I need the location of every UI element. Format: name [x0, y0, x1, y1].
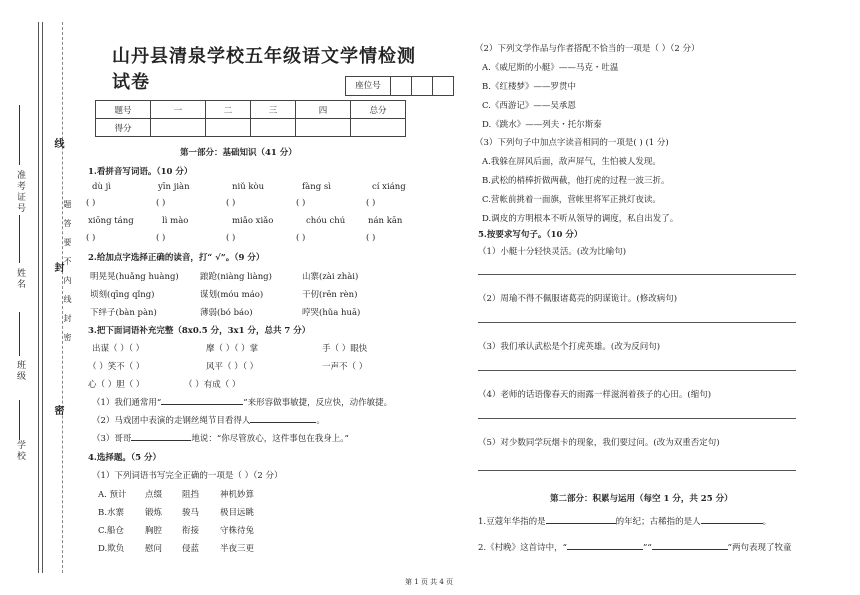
seal-mark: 封	[52, 262, 63, 274]
answer-bracket[interactable]: ( )	[226, 198, 236, 208]
exam-number-label: 准考证号	[15, 170, 25, 214]
q3-idiom[interactable]: 摩（ ）（ ）掌	[206, 344, 259, 354]
q1-title: 1.看拼音写词语。（10 分）	[88, 167, 193, 177]
part2-q1	[478, 515, 771, 527]
cut-line-mark: 线	[52, 138, 63, 150]
answer-bracket[interactable]: ( )	[86, 233, 96, 243]
binding-strip	[0, 0, 90, 595]
score-cell[interactable]	[251, 119, 296, 137]
q3-idiom[interactable]: 心（ ）胆（ ）	[88, 380, 145, 390]
part2-q2-text-mid: ”“	[642, 543, 652, 553]
q1-pinyin: dù jì	[92, 182, 111, 192]
part2-q1-text-mid: 的年纪；古稀指的是人	[615, 517, 701, 527]
q4-option-word: 慰问	[145, 544, 163, 554]
q5-answer-line-1[interactable]	[478, 274, 796, 275]
q4-3-option[interactable]: A.我躲在屏风后面，敌声屏气，生怕被人发现。	[482, 157, 661, 167]
score-table	[95, 100, 406, 137]
q4-3-option[interactable]: C.营帐前挑着一面旗，营帐里将军正挑灯夜读。	[482, 195, 661, 205]
score-cell[interactable]	[351, 119, 406, 137]
q1-pinyin: xiōng táng	[88, 216, 134, 226]
q5-answer-line-4[interactable]	[478, 418, 796, 419]
answer-bracket[interactable]: ( )	[156, 233, 166, 243]
q5-item: （4）老师的话语像春天的雨露一样滋润着孩子的心田。(缩句)	[478, 390, 712, 400]
score-cell[interactable]	[296, 119, 351, 137]
binding-line-inner	[42, 22, 43, 573]
q5-item: （1）小艇十分轻快灵活。(改为比喻句)	[478, 247, 627, 257]
q1-pinyin: lì mào	[162, 216, 189, 226]
seat-number-box	[345, 76, 454, 96]
q2-item[interactable]: 踉跄(niàng liàng)	[200, 272, 272, 282]
q4-option-word: 侵蓝	[182, 544, 200, 554]
q3-s3-text: （3）哥哥	[92, 434, 132, 444]
q4-option-word[interactable]: D.欺负	[98, 544, 125, 554]
q2-title: 2.给加点字选择正确的读音，打“ √”。（9 分）	[88, 253, 265, 263]
name-label: 姓名	[15, 268, 25, 290]
class-blank[interactable]	[19, 312, 20, 356]
answer-bracket[interactable]: ( )	[226, 233, 236, 243]
score-cell[interactable]	[206, 119, 251, 137]
score-cell[interactable]	[151, 119, 206, 137]
seat-cell-2[interactable]	[412, 77, 433, 95]
class-label: 班级	[15, 360, 25, 382]
score-header-cell: 四	[296, 101, 351, 119]
answer-bracket[interactable]: ( )	[156, 198, 166, 208]
q4-2-option[interactable]: D.《跳水》——列夫・托尔斯泰	[482, 120, 602, 130]
q2-item[interactable]: 哼哭(hǔa huā)	[302, 308, 361, 318]
q2-item[interactable]: 谋划(móu máo)	[200, 290, 264, 300]
score-header-cell: 题号	[96, 101, 151, 119]
q3-sentence-2	[92, 414, 325, 426]
q2-item[interactable]: 干仞(rēn rèn)	[302, 290, 358, 300]
q4-title: 4.选择题。（5 分）	[88, 453, 161, 463]
q2-item[interactable]: 下绊子(bàn pàn)	[90, 308, 157, 318]
q4-option-word: 锻炼	[145, 508, 163, 518]
q4-option-word[interactable]: C.船仓	[98, 526, 124, 536]
q3-s3-blank[interactable]	[131, 440, 191, 441]
q1-pinyin: chóu chú	[306, 216, 346, 226]
q3-s1-blank[interactable]	[161, 404, 243, 405]
q3-idiom[interactable]: （ ）有成（ ）	[184, 380, 241, 390]
q5-title: 5.按要求写句子。（10 分）	[478, 230, 583, 240]
q1-pinyin: fàng sì	[302, 182, 331, 192]
q5-answer-line-5[interactable]	[478, 470, 796, 471]
seat-label: 座位号	[346, 77, 391, 95]
part2-q2-text-end: ”两句表现了牧童	[727, 543, 792, 553]
part2-q2-blank-2[interactable]	[652, 549, 728, 550]
q4-3-option[interactable]: B.武松的梢棒折做两截，他打虎的过程一波三折。	[482, 176, 670, 186]
page-number: 第 1 页 共 4 页	[405, 578, 454, 586]
q3-s2-text: （2）马戏团中表演的走钢丝绳节目看得人	[92, 416, 251, 426]
q4-option-word: 半夜三更	[220, 544, 255, 554]
q4-option-word: 点缀	[145, 490, 163, 500]
q2-item[interactable]: 山寨(zài zhài)	[302, 272, 359, 282]
part2-q1-blank-1[interactable]	[546, 523, 616, 524]
q4-option-word: 骏马	[182, 508, 200, 518]
part2-q1-text-end: 。	[762, 517, 772, 527]
q3-idiom[interactable]: 手（ ）眼快	[322, 344, 368, 354]
q3-sentence-3	[92, 432, 349, 444]
seat-cell-3[interactable]	[433, 77, 453, 95]
q3-s2-blank[interactable]	[250, 422, 316, 423]
q4-option-word: 胸腔	[145, 526, 163, 536]
q4-2-option[interactable]: B.《红楼梦》——罗贯中	[482, 82, 576, 92]
part2-q2-blank-1[interactable]	[567, 549, 643, 550]
answer-bracket[interactable]: ( )	[296, 233, 306, 243]
q4-3-title: （3）下列句子中加点字读音相同的一项是( ) (1 分)	[475, 138, 669, 148]
q4-option-word: 阻挡	[182, 490, 200, 500]
part2-heading: 第二部分：积累与运用（每空 1 分，共 25 分）	[550, 494, 733, 504]
answer-bracket[interactable]: ( )	[366, 198, 376, 208]
binding-line-outer	[38, 22, 39, 573]
q5-item: （5）对少数同学玩烟卡的现象，我们要过问。(改为双重否定句)	[478, 438, 720, 448]
exam-title: 山丹县清泉学校五年级语文学情检测试卷	[112, 46, 416, 93]
q3-s1-text: （1）我们通常用“	[92, 398, 162, 408]
q3-sentence-1	[92, 396, 392, 408]
dense-mark: 密	[52, 405, 63, 417]
q4-3-option[interactable]: D.调皮的方明根本不听从领导的调度，私自出发了。	[482, 214, 679, 224]
answer-bracket[interactable]: ( )	[86, 198, 96, 208]
score-header-cell: 一	[151, 101, 206, 119]
q3-title: 3.把下面词语补充完整（8x0.5 分，3x1 分，总共 7 分）	[88, 326, 311, 336]
q2-item[interactable]: 明晃晃(huǎng huàng)	[90, 272, 179, 282]
q1-pinyin: niǔ kòu	[232, 182, 265, 192]
q1-pinyin: nán kān	[368, 216, 403, 226]
q3-s3-text-end: 地说：“你尽管放心，这件事包在我身上。”	[191, 434, 349, 444]
q4-option-word[interactable]: B.水寨	[98, 508, 124, 518]
q3-idiom[interactable]: 风平（ ）（ ）	[206, 362, 259, 372]
q3-idiom[interactable]: 出谋（ ）（ ）	[92, 344, 145, 354]
answer-bracket[interactable]: ( )	[296, 198, 306, 208]
q4-option-word[interactable]: A. 预计	[98, 490, 127, 500]
q5-answer-line-2[interactable]	[478, 322, 796, 323]
score-header-cell: 总分	[351, 101, 406, 119]
score-header-cell: 二	[206, 101, 251, 119]
no-answer-hint: 题答要不内线封密	[63, 200, 72, 352]
exam-number-blank[interactable]	[19, 105, 20, 165]
q4-2-option[interactable]: C.《西游记》——吴承恩	[482, 101, 576, 111]
q4-option-word: 衔接	[182, 526, 200, 536]
q2-item[interactable]: 顷刻(qīng qǐng)	[90, 290, 155, 300]
q4-option-word: 守株待兔	[220, 526, 255, 536]
q3-idiom[interactable]: （ ）笑不（ ）	[88, 362, 145, 372]
score-header-cell: 三	[251, 101, 296, 119]
part2-q1-blank-2[interactable]	[701, 523, 763, 524]
q4-2-title: （2）下列文学作品与作者搭配不恰当的一项是（ ）（2 分）	[475, 44, 700, 54]
answer-bracket[interactable]: ( )	[366, 233, 376, 243]
part2-q2	[478, 541, 792, 553]
q3-s2-text-end: 。	[316, 416, 325, 426]
school-label: 学校	[15, 440, 25, 462]
q4-sub1-title: （1）下列词语书写完全正确的一项是（ ）（2 分）	[92, 471, 283, 481]
part2-q2-text: 2.《村晚》这首诗中，“	[478, 543, 567, 553]
seat-cell-1[interactable]	[391, 77, 412, 95]
score-row-label: 得分	[96, 119, 151, 137]
q2-item[interactable]: 薄弱(bó báo)	[200, 308, 253, 318]
q5-item: （2）周瑜不得不佩服诸葛亮的阴谋诡计。(修改病句)	[478, 294, 678, 304]
q3-s1-text-end: ”来形容做事敏捷，反应快，动作敏捷。	[243, 398, 393, 408]
q3-idiom[interactable]: 一声不（ ）	[322, 362, 368, 372]
q4-option-word: 极目远眺	[220, 508, 255, 518]
q4-2-option[interactable]: A.《威尼斯的小艇》——马克・吐温	[482, 63, 619, 73]
q4-option-word: 神机妙算	[220, 490, 255, 500]
school-blank[interactable]	[19, 400, 20, 440]
q1-pinyin: cí xiáng	[372, 182, 406, 192]
q5-answer-line-3[interactable]	[478, 370, 796, 371]
q1-pinyin: yīn jiàn	[158, 182, 190, 192]
part2-q1-text: 1.豆蔻年华指的是	[478, 517, 546, 527]
q5-item: （3）我们承认武松是个打虎英雄。(改为反问句)	[478, 342, 661, 352]
name-blank[interactable]	[19, 215, 20, 263]
score-table-header-row	[96, 101, 406, 119]
score-table-score-row	[96, 119, 406, 137]
part1-heading: 第一部分：基础知识（41 分）	[180, 148, 297, 158]
q1-pinyin: miǎo xiǎo	[232, 216, 274, 226]
